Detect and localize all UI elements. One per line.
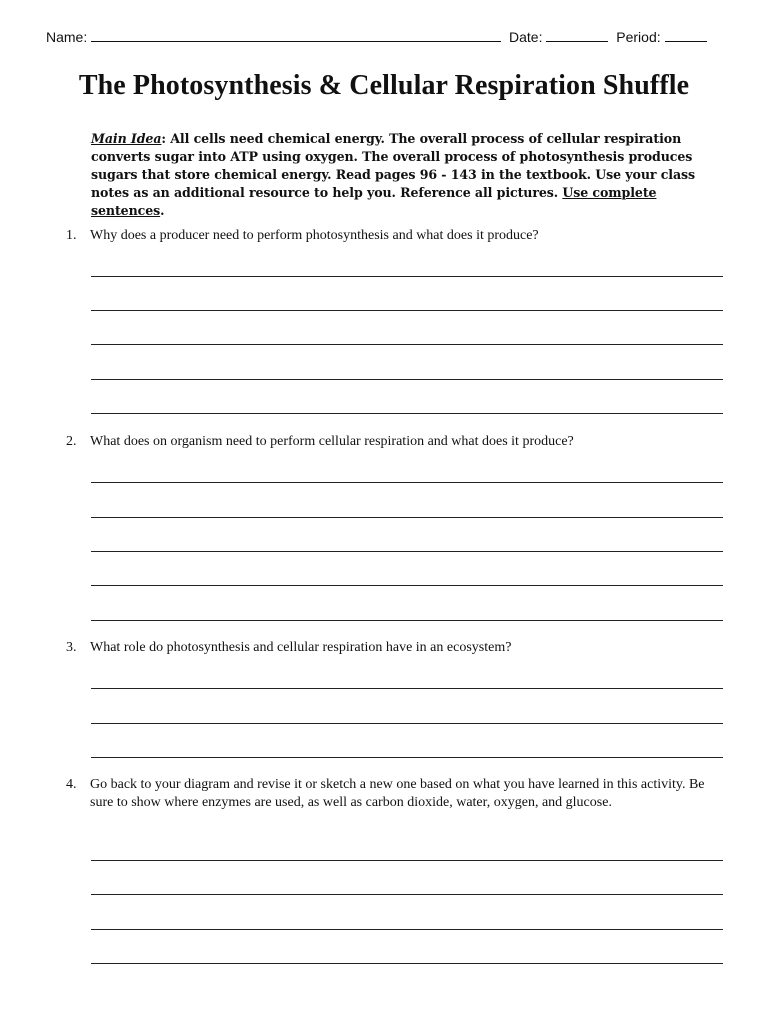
period-label: Period: <box>616 29 661 45</box>
main-idea-text: All cells need chemical energy. The overall process of cellular respiration converts sugar into ATP using oxygen. The overall process of photosynthesis produces sugars that store chemical energy. Read pages 96 - 143 in the textbook. Use your class notes as an additional resource to help you. Reference all pictures. <box>91 131 695 200</box>
question-text: What does on organism need to perform cellular respiration and what does it produce? <box>90 434 574 449</box>
answer-line[interactable] <box>91 620 723 621</box>
answer-line[interactable] <box>91 310 723 311</box>
student-info-header <box>46 29 726 45</box>
answer-line[interactable] <box>91 482 723 483</box>
date-label: Date: <box>509 29 543 45</box>
answer-line[interactable] <box>91 929 723 930</box>
answer-line[interactable] <box>91 585 723 586</box>
answer-line[interactable] <box>91 276 723 277</box>
question-text: Go back to your diagram and revise it or sketch a new one based on what you have learned in this activity. Be sure to show where enzymes are used, as well as carbon dioxide, water, oxygen, and glucose. <box>90 777 705 810</box>
main-idea-paragraph <box>91 130 731 220</box>
answer-line[interactable] <box>91 963 723 964</box>
question-text: Why does a producer need to perform photosynthesis and what does it produce? <box>90 228 539 243</box>
answer-line[interactable] <box>91 894 723 895</box>
answer-line[interactable] <box>91 757 723 758</box>
main-idea-label: Main Idea <box>91 131 162 146</box>
question-number: 4. <box>66 777 77 792</box>
date-field[interactable] <box>546 29 608 42</box>
question-number: 2. <box>66 434 77 449</box>
answer-line[interactable] <box>91 860 723 861</box>
answer-line[interactable] <box>91 517 723 518</box>
answer-line[interactable] <box>91 344 723 345</box>
main-idea-underlined: Use complete sentences <box>91 185 657 218</box>
period-field[interactable] <box>665 29 707 42</box>
answer-line[interactable] <box>91 379 723 380</box>
name-label: Name: <box>46 29 88 45</box>
name-field[interactable] <box>91 29 501 42</box>
answer-line[interactable] <box>91 551 723 552</box>
main-idea-end: . <box>160 203 165 218</box>
main-idea-colon: : <box>161 131 166 146</box>
question-number: 3. <box>66 640 77 655</box>
answer-line[interactable] <box>91 413 723 414</box>
question-text: What role do photosynthesis and cellular respiration have in an ecosystem? <box>90 640 512 655</box>
question-number: 1. <box>66 228 77 243</box>
worksheet-title: The Photosynthesis & Cellular Respiration Shuffle <box>78 70 690 101</box>
answer-line[interactable] <box>91 688 723 689</box>
answer-line[interactable] <box>91 723 723 724</box>
